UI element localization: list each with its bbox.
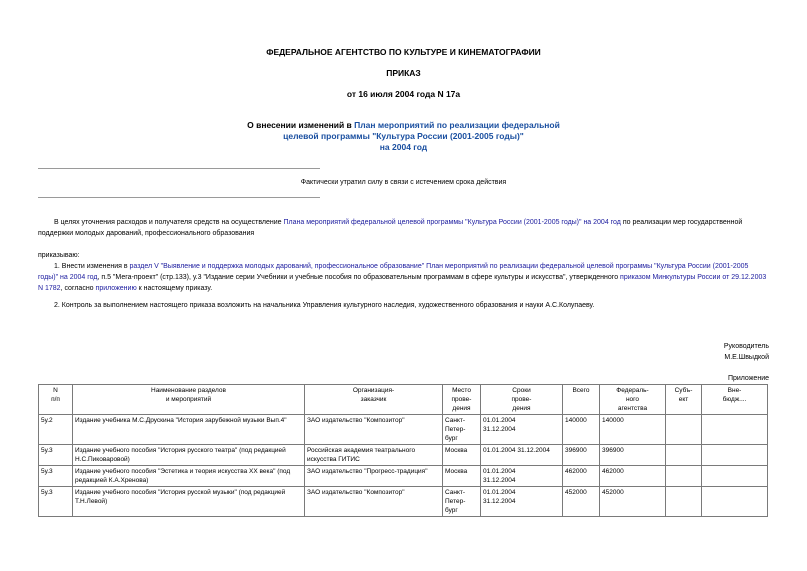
table-header-col-total: Всего xyxy=(563,385,600,415)
table-cell-col-period: 01.01.2004 31.12.2004 xyxy=(481,445,563,466)
table-cell-col-extrabudget xyxy=(702,415,768,445)
plan-link-line3[interactable]: на 2004 год xyxy=(379,142,428,152)
table-cell-col-federal: 396900 xyxy=(600,445,666,466)
table-cell-col-period: 01.01.2004 31.12.2004 xyxy=(481,466,563,487)
signature-name: М.Е.Швыдкой xyxy=(724,354,769,361)
table-cell-col-name: Издание учебного пособия "История русской музыки" (под редакцией Т.Н.Левой) xyxy=(73,487,305,517)
table-cell-col-organization: Российская академия театрального искусства ГИТИС xyxy=(305,445,443,466)
table-cell-col-period: 01.01.2004 31.12.2004 xyxy=(481,415,563,445)
item1-text-1: 1. Внести изменения в xyxy=(54,263,130,270)
table-cell-col-total: 452000 xyxy=(563,487,600,517)
intro-text-2: по реализации мер государственной поддержки молодых дарований, профессионального образования xyxy=(38,219,743,237)
table-cell-col-total: 396900 xyxy=(563,445,600,466)
intro-text-1: В целях уточнения расходов и получателя средств на осуществление xyxy=(54,219,284,226)
table-header-col-federal: Федераль- ного агентства xyxy=(600,385,666,415)
divider-bottom xyxy=(38,197,320,198)
table-cell-col-number: 5у.3 xyxy=(39,487,73,517)
table-header-col-organization: Организация- заказчик xyxy=(305,385,443,415)
table-row xyxy=(39,487,768,517)
table-row xyxy=(39,415,768,445)
table-header-col-period: Сроки прове- дения xyxy=(481,385,563,415)
table-cell-col-place: Санкт- Петер- бург xyxy=(443,487,481,517)
section-v-link[interactable]: раздел V "Выявление и поддержка молодых дарований, профессиональное образование" План мероприятий по реализации федеральной целевой программы "Культура России (2001-2005 годы)" на 2004 год xyxy=(38,263,749,281)
table-header-col-extrabudget: Вне- бюдж.... xyxy=(702,385,768,415)
ministry-order-link[interactable]: приказом Минкультуры России от 29.12.2003 N 1782 xyxy=(38,274,767,292)
plan-link-line1[interactable]: План мероприятий по реализации федеральной xyxy=(354,120,560,130)
item-2: 2. Контроль за выполнением настоящего приказа возложить на начальника Управления культурного наследия, художественного образования и науки А.С.Колупаеву. xyxy=(54,302,595,309)
divider-top xyxy=(38,168,320,169)
table-cell-col-subject xyxy=(666,445,702,466)
table-cell-col-name: Издание учебного пособия "История русского театра" (под редакцией Н.С.Пиковаровой) xyxy=(73,445,305,466)
table-body xyxy=(39,415,768,517)
document-title xyxy=(0,120,807,153)
table-cell-col-organization: ЗАО издательство "Композитор" xyxy=(305,487,443,517)
intro-paragraph xyxy=(38,217,768,239)
item-1 xyxy=(38,261,768,294)
table-header-row xyxy=(39,385,768,415)
table-cell-col-extrabudget xyxy=(702,487,768,517)
table-cell-col-place: Москва xyxy=(443,445,481,466)
item1-text-3: , согласно xyxy=(60,285,96,292)
table-cell-col-place: Москва xyxy=(443,466,481,487)
document-type: ПРИКАЗ xyxy=(386,68,421,78)
table-cell-col-extrabudget xyxy=(702,466,768,487)
table-header-col-number: N п/п xyxy=(39,385,73,415)
table-cell-col-name: Издание учебника М.С.Друскина "История зарубежной музыки Вып.4" xyxy=(73,415,305,445)
table-cell-col-period: 01.01.2004 31.12.2004 xyxy=(481,487,563,517)
table-cell-col-extrabudget xyxy=(702,445,768,466)
table-header-col-name: Наименование разделов и мероприятий xyxy=(73,385,305,415)
table-cell-col-federal: 452000 xyxy=(600,487,666,517)
appendix-label: Приложение xyxy=(727,375,769,382)
table-cell-col-subject xyxy=(666,466,702,487)
appendix-table xyxy=(38,384,768,517)
item1-text-4: к настоящему приказу. xyxy=(136,285,213,292)
table-row xyxy=(39,466,768,487)
agency-name: ФЕДЕРАЛЬНОЕ АГЕНТСТВО ПО КУЛЬТУРЕ И КИНЕМАТОГРАФИИ xyxy=(266,47,541,57)
plan-link-line2[interactable]: целевой программы "Культура России (2001-2005 годы)" xyxy=(283,131,524,141)
table-cell-col-number: 5у.3 xyxy=(39,445,73,466)
document-date: от 16 июля 2004 года N 17а xyxy=(346,89,461,99)
table-cell-col-organization: ЗАО издательство "Прогресс-традиция" xyxy=(305,466,443,487)
table-cell-col-place: Санкт- Петер- бург xyxy=(443,415,481,445)
table-cell-col-name: Издание учебного пособия "Эстетика и теория искусства XX века" (под редакцией К.А.Хренова) xyxy=(73,466,305,487)
table-header-col-subject: Субъ- ект xyxy=(666,385,702,415)
table-cell-col-subject xyxy=(666,487,702,517)
plan-link[interactable]: Плана мероприятий федеральной целевой программы "Культура России (2001-2005 годы)" на 2004 год xyxy=(283,219,621,226)
signature-block xyxy=(724,341,769,363)
table-row xyxy=(39,445,768,466)
title-prefix: О внесении изменений в xyxy=(247,120,355,130)
table-cell-col-total: 140000 xyxy=(563,415,600,445)
table-cell-col-federal: 462000 xyxy=(600,466,666,487)
table-cell-col-number: 5у.3 xyxy=(39,466,73,487)
table-cell-col-subject xyxy=(666,415,702,445)
signature-role: Руководитель xyxy=(723,343,769,350)
status-note: Фактически утратил силу в связи с истечением срока действия xyxy=(300,179,507,186)
order-word: приказываю: xyxy=(38,252,80,259)
appendix-link[interactable]: приложению xyxy=(95,285,137,292)
table-cell-col-federal: 140000 xyxy=(600,415,666,445)
table-cell-col-number: 5у.2 xyxy=(39,415,73,445)
table-cell-col-organization: ЗАО издательство "Композитор" xyxy=(305,415,443,445)
table-cell-col-total: 462000 xyxy=(563,466,600,487)
item1-text-2: , п.5 "Мега-проект" (стр.133), у.3 "Издание серии Учебники и учебные пособия по образовательным программам в сфере культуры и искусства", утвержденного xyxy=(97,274,621,281)
table-header-col-place: Место прове- дения xyxy=(443,385,481,415)
